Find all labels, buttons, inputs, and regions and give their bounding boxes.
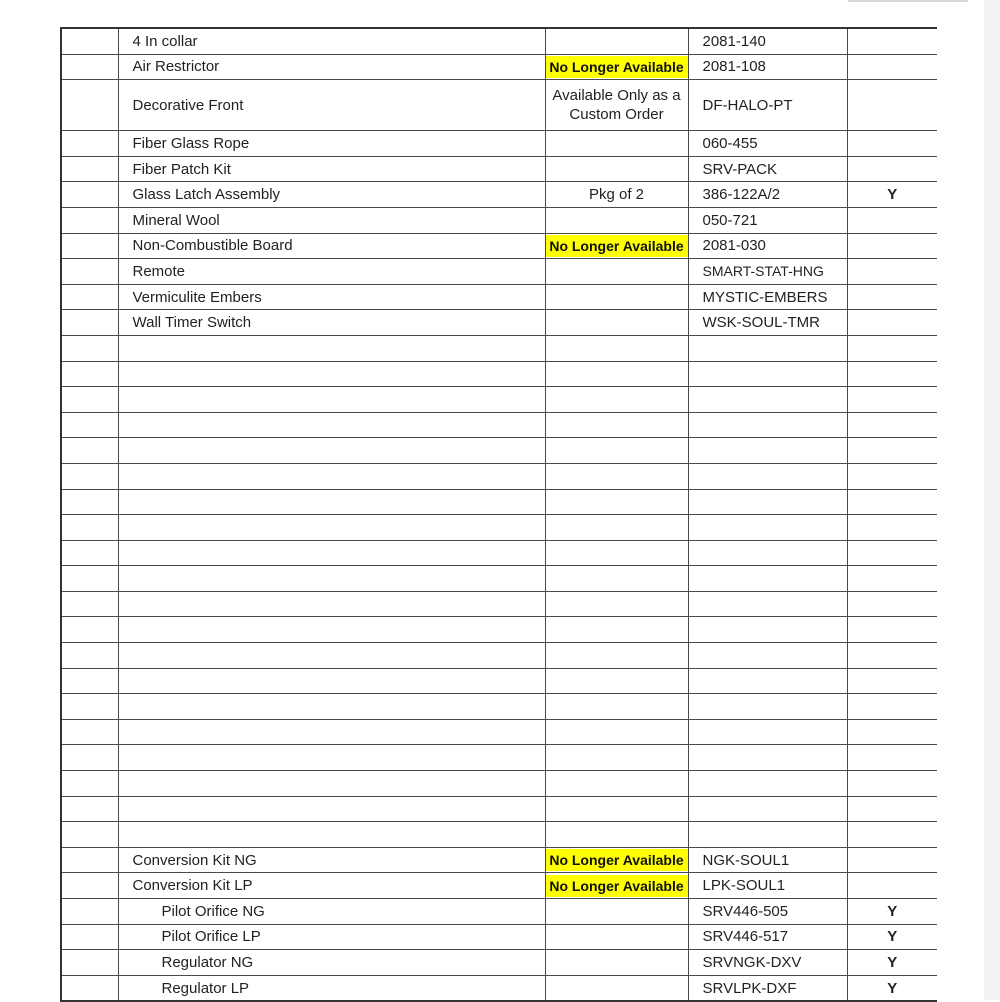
empty-row bbox=[61, 745, 937, 771]
table-row bbox=[61, 284, 937, 310]
part-number: 2081-030 bbox=[688, 233, 847, 259]
table-row bbox=[61, 156, 937, 182]
part-number: 2081-108 bbox=[688, 54, 847, 80]
part-number: MYSTIC-EMBERS bbox=[688, 284, 847, 310]
part-name: Decorative Front bbox=[118, 80, 545, 131]
availability-note: Available Only as a Custom Order bbox=[545, 80, 688, 131]
availability-badge: No Longer Available bbox=[546, 849, 688, 871]
part-number: DF-HALO-PT bbox=[688, 80, 847, 131]
part-number: SRV-PACK bbox=[688, 156, 847, 182]
flag-cell: Y bbox=[847, 899, 937, 925]
empty-row bbox=[61, 540, 937, 566]
table-row bbox=[61, 310, 937, 336]
part-name: Fiber Patch Kit bbox=[118, 156, 545, 182]
part-number: LPK-SOUL1 bbox=[688, 873, 847, 899]
empty-row bbox=[61, 617, 937, 643]
part-name: Remote bbox=[118, 259, 545, 285]
table-row bbox=[61, 80, 937, 131]
part-number: 050-721 bbox=[688, 207, 847, 233]
flag-cell: Y bbox=[847, 924, 937, 950]
flag-cell: Y bbox=[847, 975, 937, 1001]
part-name: Wall Timer Switch bbox=[118, 310, 545, 336]
part-number: 386-122A/2 bbox=[688, 182, 847, 208]
empty-rows bbox=[61, 335, 937, 847]
part-name: Vermiculite Embers bbox=[118, 284, 545, 310]
part-number: SRV446-517 bbox=[688, 924, 847, 950]
table-row bbox=[61, 847, 937, 873]
header-fragment bbox=[848, 0, 968, 2]
flag-cell: Y bbox=[847, 182, 937, 208]
empty-row bbox=[61, 719, 937, 745]
part-number: SRVNGK-DXV bbox=[688, 950, 847, 976]
table-row bbox=[61, 28, 937, 54]
table-row bbox=[61, 899, 937, 925]
empty-row bbox=[61, 412, 937, 438]
part-number: SMART-STAT-HNG bbox=[688, 259, 847, 285]
table-row bbox=[61, 131, 937, 157]
empty-row bbox=[61, 694, 937, 720]
empty-row bbox=[61, 335, 937, 361]
table-row bbox=[61, 950, 937, 976]
part-name: Air Restrictor bbox=[118, 54, 545, 80]
part-name: Pilot Orifice NG bbox=[118, 899, 545, 925]
part-name: Conversion Kit NG bbox=[118, 847, 545, 873]
empty-row bbox=[61, 643, 937, 669]
part-name: Non-Combustible Board bbox=[118, 233, 545, 259]
table-row bbox=[61, 233, 937, 259]
availability-badge: No Longer Available bbox=[546, 56, 688, 78]
empty-row bbox=[61, 771, 937, 797]
table-row bbox=[61, 259, 937, 285]
table-row bbox=[61, 975, 937, 1001]
availability-badge: No Longer Available bbox=[546, 875, 688, 897]
empty-row bbox=[61, 796, 937, 822]
empty-row bbox=[61, 566, 937, 592]
part-name: Conversion Kit LP bbox=[118, 873, 545, 899]
part-name: Fiber Glass Rope bbox=[118, 131, 545, 157]
table-row bbox=[61, 873, 937, 899]
empty-row bbox=[61, 387, 937, 413]
part-name: Regulator LP bbox=[118, 975, 545, 1001]
empty-row bbox=[61, 438, 937, 464]
availability-badge: No Longer Available bbox=[546, 235, 688, 257]
package-note: Pkg of 2 bbox=[545, 182, 688, 208]
parts-table bbox=[60, 27, 937, 1002]
part-number: 2081-140 bbox=[688, 28, 847, 54]
empty-row bbox=[61, 463, 937, 489]
part-name: Pilot Orifice LP bbox=[118, 924, 545, 950]
table-row bbox=[61, 54, 937, 80]
part-number: NGK-SOUL1 bbox=[688, 847, 847, 873]
part-number: SRVLPK-DXF bbox=[688, 975, 847, 1001]
empty-row bbox=[61, 515, 937, 541]
part-name: Regulator NG bbox=[118, 950, 545, 976]
empty-row bbox=[61, 668, 937, 694]
part-number: 060-455 bbox=[688, 131, 847, 157]
viewer-margin bbox=[984, 0, 1000, 1000]
part-name: Glass Latch Assembly bbox=[118, 182, 545, 208]
empty-row bbox=[61, 361, 937, 387]
empty-row bbox=[61, 822, 937, 848]
part-number: WSK-SOUL-TMR bbox=[688, 310, 847, 336]
table-row bbox=[61, 924, 937, 950]
table-row bbox=[61, 207, 937, 233]
part-name: Mineral Wool bbox=[118, 207, 545, 233]
empty-row bbox=[61, 591, 937, 617]
part-name: 4 In collar bbox=[118, 28, 545, 54]
empty-row bbox=[61, 489, 937, 515]
part-number: SRV446-505 bbox=[688, 899, 847, 925]
table-row bbox=[61, 182, 937, 208]
flag-cell: Y bbox=[847, 950, 937, 976]
